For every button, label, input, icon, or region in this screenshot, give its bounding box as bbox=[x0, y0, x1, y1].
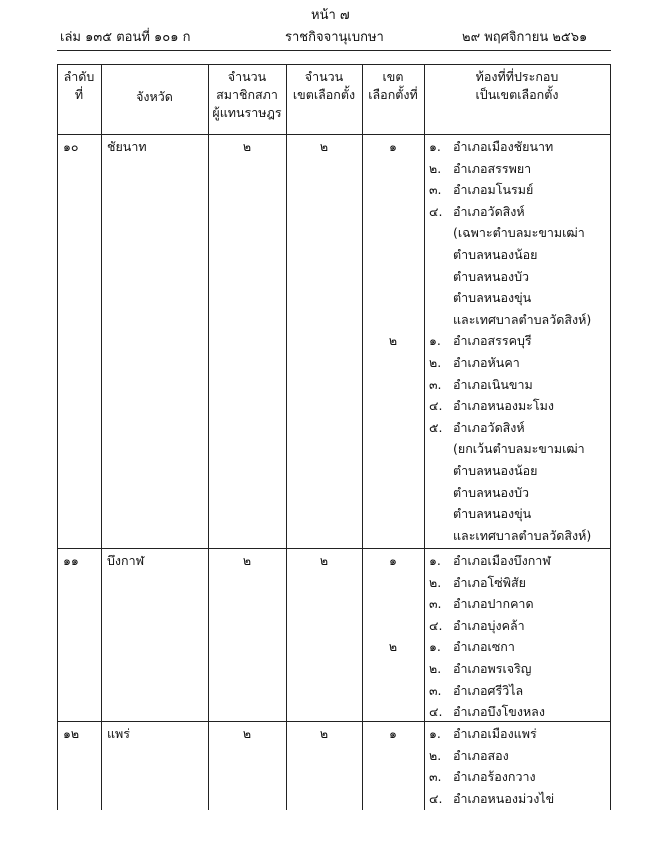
locality-text: อำเภอศรีวิไล bbox=[453, 682, 524, 698]
column-divider bbox=[286, 64, 287, 810]
locality-text: อำเภอเมืองแพร่ bbox=[453, 726, 537, 741]
header-members-line: สมาชิกสภา bbox=[216, 87, 278, 102]
volume-issue: เล่ม ๑๓๕ ตอนที่ ๑๐๑ ก bbox=[60, 30, 191, 45]
header-order-no-line: ที่ bbox=[74, 87, 84, 102]
locality-text: (ยกเว้นตำบลมะขามเฒ่า bbox=[453, 441, 585, 457]
header-members-line: ผู้แทนราษฎร bbox=[212, 105, 282, 120]
locality-number: ๒. bbox=[429, 160, 442, 176]
row-members-count: ๒ bbox=[242, 553, 252, 568]
table-border-left bbox=[57, 64, 58, 810]
locality-number: ๓. bbox=[429, 182, 442, 198]
locality-text: อำเภอเมืองบึงกาฬ bbox=[453, 553, 551, 568]
header-order-no-line: ลำดับ bbox=[63, 69, 95, 84]
locality-text: อำเภอหันคา bbox=[453, 355, 520, 370]
locality-number: ๒. bbox=[429, 661, 442, 676]
locality-text: ตำบลหนองขุ่น bbox=[453, 290, 532, 306]
row-province: ชัยนาท bbox=[107, 139, 147, 154]
row-members-count: ๒ bbox=[242, 726, 252, 741]
row-district-count: ๒ bbox=[319, 139, 329, 154]
locality-text: อำเภอบึงโขงหลง bbox=[453, 704, 545, 720]
zone-number: ๒ bbox=[388, 639, 398, 655]
locality-text: (เฉพาะตำบลมะขามเฒ่า bbox=[453, 225, 585, 241]
locality-number: ๓. bbox=[429, 682, 442, 698]
header-districts-line: จำนวน bbox=[304, 69, 344, 84]
zone-number: ๒ bbox=[388, 333, 398, 349]
header-province-line: จังหวัด bbox=[136, 89, 173, 104]
locality-text: ตำบลหนองบัว bbox=[453, 268, 530, 284]
row-members-count: ๒ bbox=[242, 139, 252, 154]
locality-text: อำเภอบุ่งคล้า bbox=[453, 617, 525, 633]
locality-text: อำเภอพรเจริญ bbox=[453, 661, 532, 676]
header-districts-line: เขตเลือกตั้ง bbox=[292, 87, 356, 102]
locality-text: อำเภอหนองม่วงไข่ bbox=[453, 790, 555, 806]
locality-number: ๑. bbox=[429, 553, 441, 568]
locality-text: อำเภอร้องกวาง bbox=[453, 769, 536, 785]
row-province: แพร่ bbox=[107, 726, 131, 741]
locality-text: อำเภอโซ่พิสัย bbox=[453, 574, 526, 590]
column-divider bbox=[424, 64, 425, 810]
column-divider bbox=[362, 64, 363, 810]
locality-text: ตำบลหนองบัว bbox=[453, 484, 530, 500]
locality-text: อำเภอวัดสิงห์ bbox=[453, 203, 525, 219]
table-border-right bbox=[610, 64, 611, 810]
header-divider bbox=[57, 134, 611, 135]
locality-text: อำเภอเมืองชัยนาท bbox=[453, 139, 554, 154]
locality-number: ๒. bbox=[429, 574, 442, 590]
locality-text: ตำบลหนองน้อย bbox=[453, 463, 538, 478]
row-province: บึงกาฬ bbox=[107, 553, 145, 568]
locality-text: อำเภอหนองมะโมง bbox=[453, 398, 554, 414]
locality-number: ๔. bbox=[429, 704, 443, 720]
row-order-no: ๑๒ bbox=[63, 726, 80, 741]
header-zone-no-line: เขต bbox=[382, 69, 404, 84]
locality-number: ๕. bbox=[429, 419, 443, 435]
column-divider bbox=[208, 64, 209, 810]
locality-number: ๔. bbox=[429, 398, 443, 414]
publication-date: ๒๙ พฤศจิกายน ๒๕๖๑ bbox=[462, 30, 588, 45]
header-zone-no-line: เลือกตั้งที่ bbox=[368, 87, 418, 102]
row-divider bbox=[57, 548, 611, 549]
locality-text: อำเภอเนินขาม bbox=[453, 376, 533, 392]
header-members-line: จำนวน bbox=[227, 69, 267, 84]
table-border-top bbox=[57, 64, 611, 65]
row-district-count: ๒ bbox=[319, 553, 329, 568]
locality-text: อำเภอสรรคบุรี bbox=[453, 333, 532, 349]
locality-number: ๔. bbox=[429, 617, 443, 633]
locality-number: ๔. bbox=[429, 790, 443, 806]
row-order-no: ๑๐ bbox=[63, 139, 79, 154]
locality-number: ๑. bbox=[429, 333, 441, 349]
locality-text: และเทศบาลตำบลวัดสิงห์) bbox=[453, 311, 592, 327]
districts-table bbox=[57, 64, 611, 810]
locality-text: ตำบลหนองน้อย bbox=[453, 247, 538, 262]
locality-number: ๑. bbox=[429, 726, 441, 741]
page-number: หน้า ๗ bbox=[311, 8, 350, 23]
header-localities-line: ท้องที่ที่ประกอบ bbox=[475, 69, 559, 84]
locality-number: ๓. bbox=[429, 376, 442, 392]
locality-number: ๒. bbox=[429, 747, 442, 763]
locality-text: อำเภอมโนรมย์ bbox=[453, 182, 534, 198]
header-rule bbox=[57, 50, 611, 51]
locality-number: ๒. bbox=[429, 355, 442, 370]
locality-number: ๓. bbox=[429, 596, 442, 612]
locality-text: อำเภอวัดสิงห์ bbox=[453, 419, 525, 435]
zone-number: ๑ bbox=[389, 553, 397, 568]
locality-text: อำเภอสอง bbox=[453, 747, 509, 763]
locality-text: อำเภอสรรพยา bbox=[453, 160, 532, 176]
locality-number: ๑. bbox=[429, 139, 441, 154]
locality-text: และเทศบาลตำบลวัดสิงห์) bbox=[453, 527, 592, 543]
zone-number: ๑ bbox=[389, 139, 397, 154]
locality-number: ๑. bbox=[429, 639, 441, 655]
locality-text: อำเภอเซกา bbox=[453, 639, 515, 655]
column-divider bbox=[101, 64, 102, 810]
gazette-name: ราชกิจจานุเบกษา bbox=[285, 30, 384, 45]
header-localities-line: เป็นเขตเลือกตั้ง bbox=[475, 87, 559, 102]
locality-text: อำเภอปากคาด bbox=[453, 596, 534, 612]
row-district-count: ๒ bbox=[319, 726, 329, 741]
zone-number: ๑ bbox=[389, 726, 397, 741]
locality-text: ตำบลหนองขุ่น bbox=[453, 506, 532, 522]
row-order-no: ๑๑ bbox=[63, 553, 79, 568]
locality-number: ๓. bbox=[429, 769, 442, 785]
locality-number: ๔. bbox=[429, 203, 443, 219]
